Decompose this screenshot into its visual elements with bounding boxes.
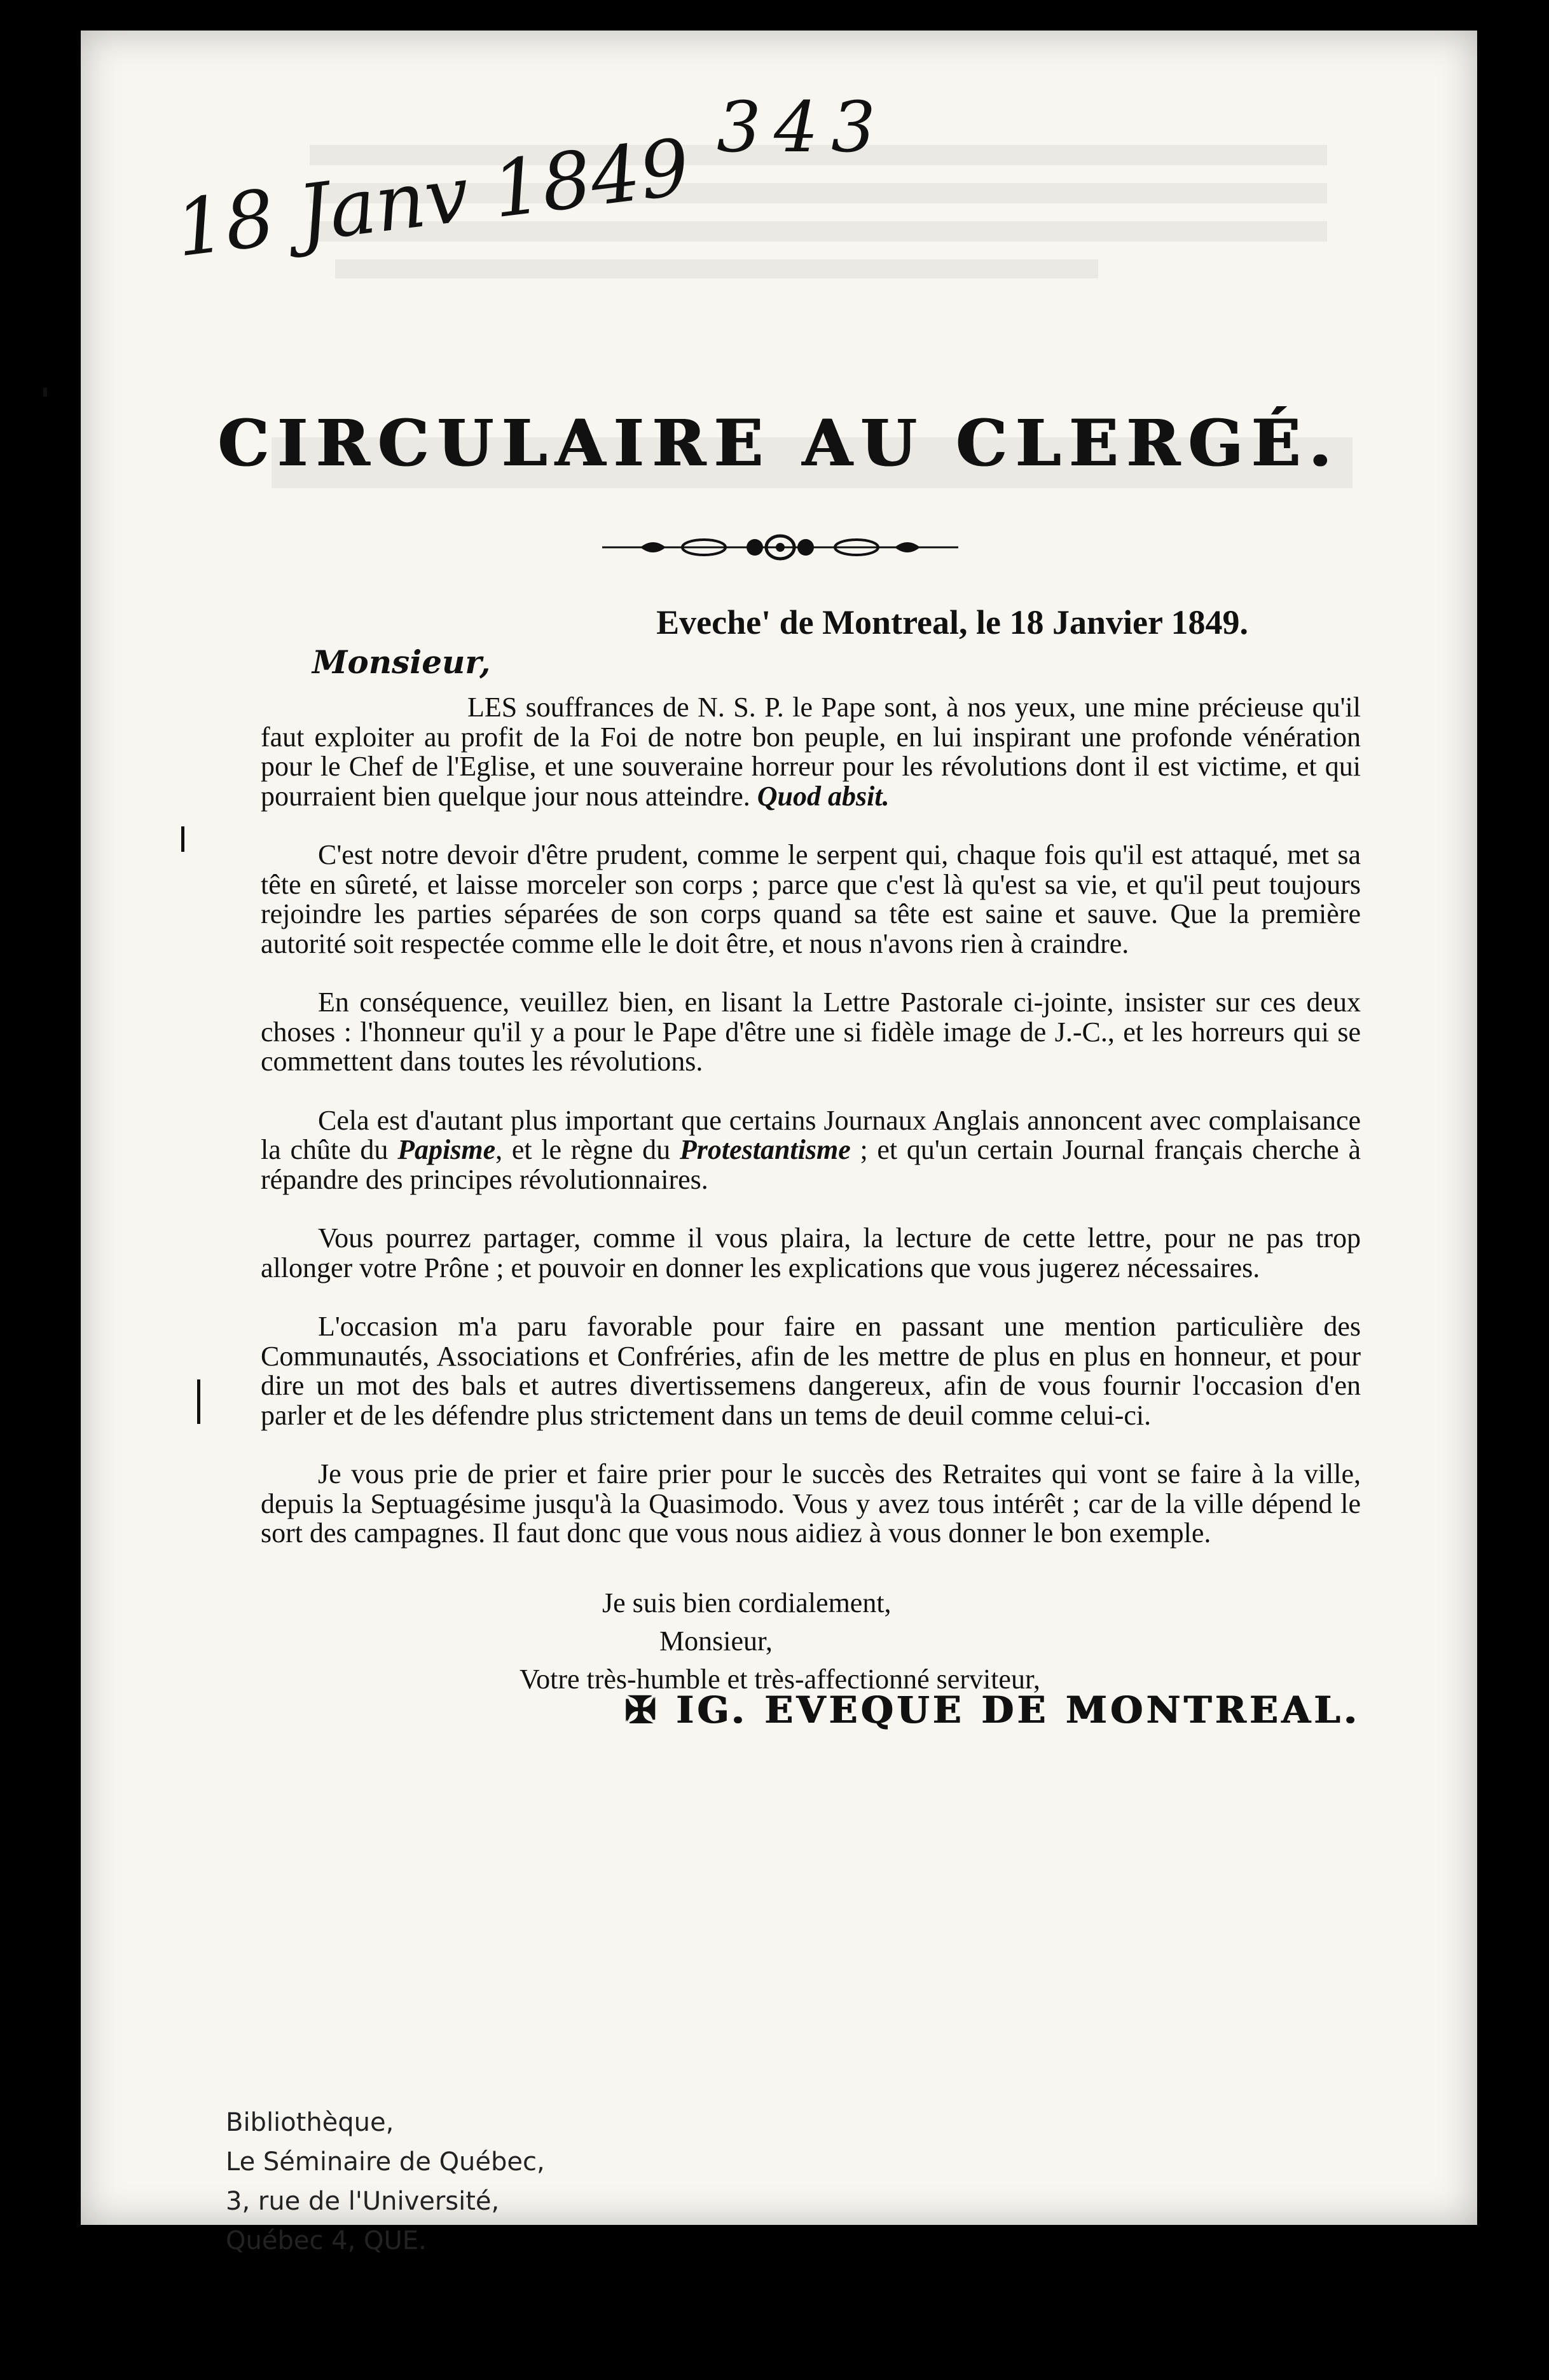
paragraph [261, 1106, 1361, 1195]
dateline: Eveche' de Montreal, le 18 Janvier 1849. [656, 603, 1248, 641]
closing-line: Je suis bien cordialement, [602, 1587, 892, 1618]
paragraph-text: L'occasion m'a paru favorable pour faire en passant une mention particulière des Communautés, Associations et Confréries, afin de les mettre de plus en plus en honneur, et pour dire un mot des bals et autres divertissemens dangereux, afin de vous fournir l'occasion d'en parler et de les défendre plus strictement dans un tems de deuil comme celui-ci. [261, 1311, 1361, 1431]
scan-mark [43, 388, 47, 397]
stamp-line: Québec 4, QUE. [226, 2226, 427, 2255]
paragraph [261, 1224, 1361, 1283]
paragraph [261, 693, 1361, 811]
closing-line: Monsieur, [659, 1625, 773, 1657]
paragraph [261, 988, 1361, 1077]
ornament-divider-icon [602, 531, 958, 563]
paragraph-text: Cela est d'autant plus important que certains Journaux Anglais annoncent avec complaisance la chûte du [261, 1104, 1361, 1165]
signature: ✠ IG. EVEQUE DE MONTREAL. [624, 1688, 1360, 1732]
stamp-line: Bibliothèque, [226, 2108, 394, 2137]
handwritten-folio-number: 343 [717, 86, 888, 168]
paragraph-text: Je vous prie de prier et faire prier pour le succès des Retraites qui vont se faire à la ville, depuis la Septuagésime jusqu'à la Quasimodo. Vous y avez tous intérêt ; car de la ville dépend le sort des campagnes. Il faut donc que vous nous aidiez à vous donner le bon exemple. [261, 1458, 1361, 1549]
paragraph [261, 1312, 1361, 1430]
closing-line: Votre très-humble et très-affectionné serviteur, [520, 1664, 1040, 1695]
paragraph-text: LES souffrances de N. S. P. le Pape sont, à nos yeux, une mine précieuse qu'il faut exploiter au profit de la Foi de notre bon peuple, en lui inspirant une profonde vénération pour le Chef de l'Eglise, et une souveraine horreur pour les révolutions dont il est victime, et qui pourraient bien quelque jour nous atteindre. [261, 692, 1361, 812]
paragraph-text: , et le règne du [495, 1134, 680, 1165]
salutation: Monsieur, [312, 643, 491, 681]
letter-body [261, 693, 1361, 1578]
latin-phrase: Quod absit. [757, 780, 890, 812]
document-page [81, 31, 1477, 2255]
bleed-through-band [335, 259, 1098, 278]
paragraph-text: En conséquence, veuillez bien, en lisant la Lettre Pastorale ci-jointe, insister sur ces deux choses : l'honneur qu'il y a pour le Pape d'être une si fidèle image de J.-C., et les horreurs qui se commettent dans toutes les révolutions. [261, 987, 1361, 1077]
stamp-line: 3, rue de l'Université, [226, 2187, 500, 2216]
scan-mark [181, 826, 184, 852]
handwritten-date: 18 Janv 1849 [170, 121, 695, 275]
stamp-line: Le Séminaire de Québec, [226, 2147, 545, 2177]
paragraph [261, 1460, 1361, 1549]
paragraph-text: C'est notre devoir d'être prudent, comme le serpent qui, chaque fois qu'il est attaqué, met sa tête en sûreté, et laisse morceler son corps ; parce que c'est là qu'est sa vie, et qu'il peut toujours rejoindre les parties séparées de son corps quand sa tête est saine et sauve. Que la première autorité soit respectée comme elle le doit être, et nous n'avons rien à craindre. [261, 839, 1361, 959]
paragraph-text: Vous pourrez partager, comme il vous plaira, la lecture de cette lettre, pour ne pas trop allonger votre Prône ; et pouvoir en donner les explications que vous jugerez nécessaires. [261, 1222, 1361, 1283]
paragraph-text: ; et qu'un certain Journal français cherche à répandre des principes révolutionnaires. [261, 1134, 1361, 1195]
paragraph [261, 840, 1361, 959]
library-stamp [226, 2103, 545, 2260]
italic-term: Papisme [397, 1134, 496, 1165]
scan-mark [197, 1379, 200, 1424]
document-title: CIRCULAIRE AU CLERGÉ. [217, 406, 1340, 481]
italic-term: Protestantisme [679, 1134, 851, 1165]
